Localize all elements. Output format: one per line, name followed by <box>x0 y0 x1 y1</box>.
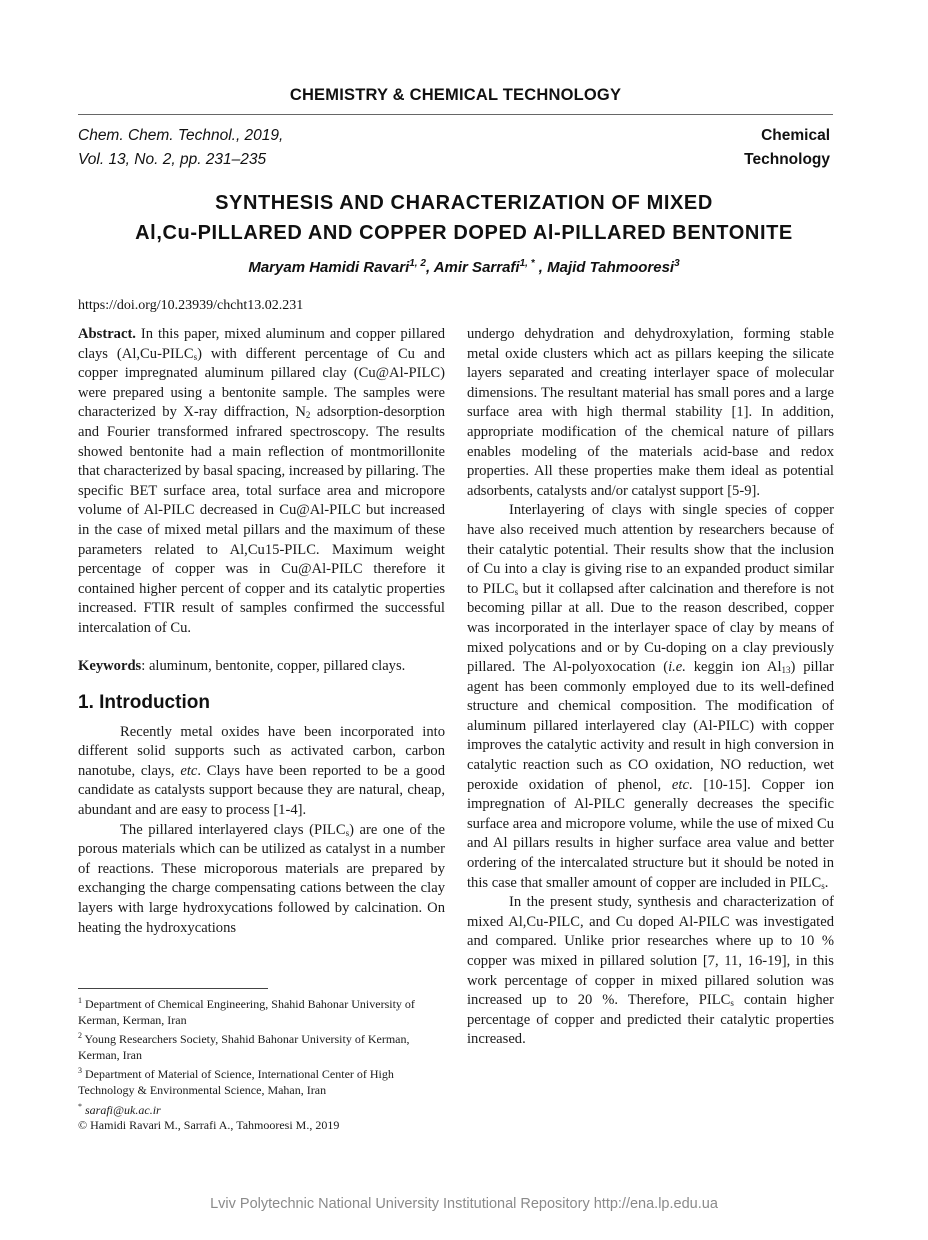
paragraph-text: ) are one of the porous materials which can be utilized as catalyst in a number of reactions. These microporous materials are prepared by exchanging the charge compensating cations between the clay layers with large hydroxycations followed by calcination. On heating the hydroxycations <box>78 821 446 936</box>
section-line-1: Chemical <box>761 127 830 144</box>
footnote-text: Department of Chemical Engineering, Shahid Bahonar University of Kerman, Kerman, Iran <box>78 997 415 1027</box>
footnote-divider <box>78 988 268 989</box>
section-line-2: Technology <box>744 151 830 168</box>
paragraph-text: Interlayering of clays with single species of copper have also received much attention by researchers because of their catalytic potential. Their results show that the inclusion of Cu into a clay is giving rise to an expanded product similar to PILC <box>467 502 834 597</box>
repository-footer: Lviv Polytechnic National University Institutional Repository http://ena.lp.edu.ua <box>210 1196 718 1212</box>
abstract <box>78 325 445 639</box>
subscript: 2 <box>305 410 311 421</box>
footnote-affiliation-3 <box>78 1063 448 1098</box>
abstract-text: adsorption-desorption and Fourier transformed infrared spectroscopy. The results showed bentonite had a main reflection of montmorillonite that characterized by basal spacing, increased by pillaring. The specific BET surface area, total surface area and micropore volume of Al-PILC decreased in Cu@Al-PILC but increased in the case of mixed metal pillars and the maximum of these parameters related to Al,Cu15-PILC. Maximum weight percentage of copper was in Cu@Al-PILC therefore it contained higher percent of copper and its catalytic properties increased. FTIR result of samples confirmed the successful intercalation of Cu. <box>78 404 446 636</box>
footnote-mark: 1 <box>78 996 82 1005</box>
subscript: 13 <box>781 665 791 676</box>
paragraph-text: . <box>824 874 829 891</box>
footnote-mark: * <box>78 1101 82 1111</box>
footnote-mark: 3 <box>78 1066 82 1076</box>
paragraph-text: but it collapsed after calcination and therefore is not becoming pillar at all. Due to the reason described, copper was incorporated in the interlayer space of clay by means of mixed polycations and or by Cu-doping on a clay previously pillared. The Al-polyoxocation ( <box>467 580 834 676</box>
section-heading-introduction: 1. Introduction <box>78 692 210 714</box>
footnote-text: Department of Material of Science, International Center of High Technology & Environmental Science, Mahan, Iran <box>78 1067 394 1097</box>
header-divider <box>78 114 833 115</box>
intro-paragraph-4 <box>467 893 834 1050</box>
keywords-label: Keywords <box>78 657 142 674</box>
footnote-copyright <box>78 1118 448 1134</box>
abstract-label: Abstract. <box>78 326 136 342</box>
footnote-text: Young Researchers Society, Shahid Bahonar University of Kerman, Kerman, Iran <box>78 1032 410 1062</box>
author-affiliation: 3 <box>674 258 680 269</box>
paragraph-text: ) pillar agent has been commonly employed due to its well-defined structure and chemical composition. The modification of aluminum pillared interlayered clay (Al-PILC) with copper improves the catalytic activity and result in high conversion in catalytic reaction such as CO oxidation, NO reduction, wet peroxide oxidation of phenol, <box>467 659 835 793</box>
intro-paragraph-1 <box>78 723 445 821</box>
keywords-text: : aluminum, bentonite, copper, pillared clays. <box>141 657 406 674</box>
italic-text: etc <box>671 776 689 793</box>
abstract-text: ) with different percentage of Cu and copper impregnated aluminum pillared clay (Cu@Al-PILC) were prepared using a bentonite sample. The samples were characterized by X-ray diffraction, N <box>78 345 445 421</box>
footnote-affiliation-1 <box>78 993 448 1028</box>
author-name: Maryam Hamidi Ravari <box>248 259 410 276</box>
subscript: s <box>193 351 198 362</box>
author-separator: , <box>534 259 548 276</box>
author-name: Majid Tahmooresi <box>547 259 675 276</box>
journal-header: CHEMISTRY & CHEMICAL TECHNOLOGY <box>289 86 622 104</box>
author-affiliation: 1, * <box>519 258 535 269</box>
footnote-corresponding-email <box>78 1099 448 1119</box>
citation-line-2: Vol. 13, No. 2, pp. 231–235 <box>78 151 267 168</box>
subscript: s <box>730 998 734 1009</box>
intro-paragraph-2 <box>78 821 445 939</box>
intro-paragraph-2-continued: undergo dehydration and dehydroxylation, forming stable metal oxide clusters which act as pillars keeping the silicate layers separated and creating interlayer space of molecular dimensions. The resultant material has small pores and a large surface area with high thermal stability [1]. In addition, appropriate modification of the chemical nature of pillars enables modeling of the materials acid-base and redox properties. All these properties make them ideal as potential adsorbents, catalysts and/or catalyst support [5-9]. <box>467 326 834 499</box>
left-column <box>78 325 445 938</box>
author-affiliation: 1, 2 <box>409 258 426 269</box>
subscript: s <box>345 827 350 838</box>
footnote-affiliation-2 <box>78 1028 448 1063</box>
right-column <box>467 325 834 1050</box>
author-name: Amir Sarrafi <box>433 259 520 276</box>
italic-text: etc <box>180 762 198 779</box>
abstract-text: In this paper, mixed aluminum and copper pillared clays (Al,Cu-PILC <box>78 326 445 362</box>
paragraph-text: In the present study, synthesis and characterization of mixed Al,Cu-PILC, and Cu doped Al-PILC was investigated and compared. Unlike prior researches where up to 10 % copper was mixed in pillared solution [7, 11, 16-19], in this work percentage of copper in mixed pillared solution was increased up to 20 %. Therefore, PILC <box>467 894 834 1009</box>
paragraph-text: . [10-15]. Copper ion impregnation of Al-PILC generally decreases the specific surface area and micropore volume, while the use of mixed Cu and Al pillars results in higher surface area value and better ordering of the intercalated structure but it should be noted in this case that smaller amount of copper are included in PILC <box>467 776 834 891</box>
copyright-text: © Hamidi Ravari M., Sarrafi A., Tahmooresi M., 2019 <box>78 1118 340 1133</box>
footnote-mark: 2 <box>78 1031 82 1041</box>
paragraph-text: . Clays have been reported to be a good candidate as catalysts support because they are natural, cheap, abundant and are easy to process [1-4]. <box>78 762 445 819</box>
author-list <box>60 258 868 276</box>
subscript: s <box>821 880 825 891</box>
paragraph-text: Recently metal oxides have been incorporated into different solid supports such as activated carbon, carbon nanotube, clays, <box>78 723 445 779</box>
citation-line-1: Chem. Chem. Technol., 2019, <box>78 127 284 144</box>
journal-citation <box>78 124 283 172</box>
subscript: s <box>514 586 519 597</box>
italic-text: i.e. <box>668 659 686 676</box>
author-separator: , <box>425 259 434 276</box>
footnotes <box>78 993 448 1134</box>
title-line-1: SYNTHESIS AND CHARACTERIZATION OF MIXED <box>215 192 713 214</box>
email-link[interactable]: sarafi@uk.ac.ir <box>82 1102 161 1117</box>
paragraph-text: keggin ion Al <box>685 659 782 676</box>
keywords <box>78 657 445 677</box>
title-line-2: Al,Cu-PILLARED AND COPPER DOPED Al-PILLARED BENTONITE <box>135 222 793 244</box>
doi-link[interactable]: https://doi.org/10.23939/chcht13.02.231 <box>78 298 304 313</box>
paragraph-text: contain higher percentage of copper and predicted their catalytic properties increased. <box>467 992 834 1048</box>
paragraph-text: The pillared interlayered clays (PILC <box>120 821 346 838</box>
intro-paragraph-3 <box>467 501 834 893</box>
article-title <box>60 188 868 248</box>
journal-section <box>744 124 830 172</box>
